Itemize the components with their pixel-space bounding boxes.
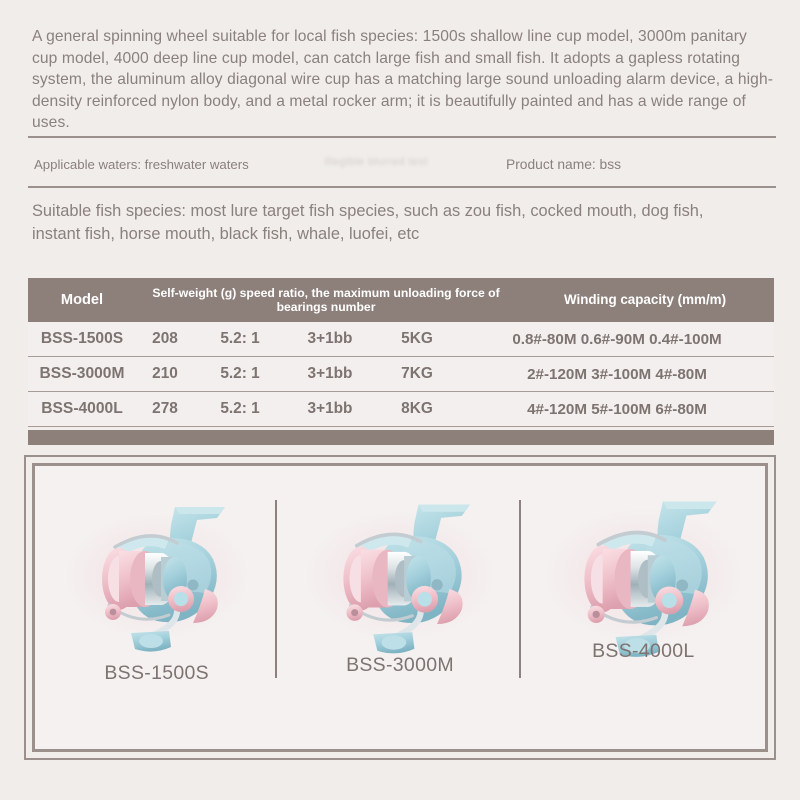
cell-weight: 210: [152, 365, 178, 382]
cell-speed-ratio: 5.2: 1: [220, 400, 260, 417]
cell-winding-capacity: 0.8#-80M 0.6#-90M 0.4#-100M: [512, 330, 722, 348]
gallery-item: [278, 466, 521, 749]
table-row: [28, 392, 774, 427]
fishing-reel-icon: [297, 477, 503, 669]
obscured-watermark-text: illegible blurred text: [324, 156, 428, 168]
cell-model: BSS-3000M: [39, 365, 125, 382]
product-caption: BSS-3000M: [346, 654, 454, 676]
product-caption: BSS-4000L: [592, 640, 695, 662]
column-header-specs: Self-weight (g) speed ratio, the maximum unloading force of bearings number: [152, 286, 500, 314]
cell-speed-ratio: 5.2: 1: [220, 330, 260, 347]
cell-unloading-force: 8KG: [401, 400, 433, 417]
cell-model: BSS-1500S: [40, 330, 124, 347]
cell-bearings: 3+1bb: [307, 400, 353, 417]
table-bottom-bar: [28, 430, 774, 445]
cell-winding-capacity: 4#-120M 5#-100M 6#-80M: [527, 400, 707, 418]
table-row: [28, 357, 774, 392]
divider-rule-bottom: [28, 186, 776, 188]
cell-bearings: 3+1bb: [307, 330, 353, 347]
cell-model: BSS-4000L: [41, 400, 123, 417]
cell-bearings: 3+1bb: [307, 365, 353, 382]
product-photo-bss-3000m: [292, 478, 507, 668]
table-row: [28, 322, 774, 357]
fishing-reel-icon: [57, 481, 257, 666]
product-name-label: Product name: bss: [506, 156, 622, 172]
cell-unloading-force: 5KG: [401, 330, 433, 347]
product-caption: BSS-1500S: [104, 662, 209, 684]
spec-strip: [28, 146, 776, 182]
product-gallery-frame: [24, 455, 776, 760]
table-header-row: [28, 278, 774, 322]
product-description: A general spinning wheel suitable for local fish species: 1500s shallow line cup model, 3000m panitary cup model, 4000 deep line cup model, can catch large fish and small fish. It adopts a gapless rotating system, the aluminum alloy diagonal wire cup has a matching large sound unloading alarm device, a high-density reinforced nylon body, and a metal rocker arm; it is beautifully painted and has a wide range of uses.: [32, 28, 774, 131]
suitable-fish-species: Suitable fish species: most lure target fish species, such as zou fish, cocked mouth, dog fish, instant fish, horse mouth, black fish, whale, luofei, etc: [32, 202, 704, 243]
column-header-winding-capacity: Winding capacity (mm/m): [563, 292, 727, 307]
column-header-model: Model: [60, 292, 104, 308]
gallery-item: [35, 466, 278, 749]
cell-weight: 208: [152, 330, 178, 347]
cell-winding-capacity: 2#-120M 3#-100M 4#-80M: [527, 365, 707, 383]
gallery-item: [522, 466, 765, 749]
cell-weight: 278: [152, 400, 178, 417]
divider-rule-top: [28, 136, 776, 138]
applicable-waters-label: Applicable waters: freshwater waters: [34, 156, 249, 172]
specification-table: [28, 278, 774, 445]
product-gallery: [32, 463, 768, 752]
product-photo-bss-1500s: [49, 478, 264, 668]
cell-unloading-force: 7KG: [401, 365, 433, 382]
cell-speed-ratio: 5.2: 1: [220, 365, 260, 382]
